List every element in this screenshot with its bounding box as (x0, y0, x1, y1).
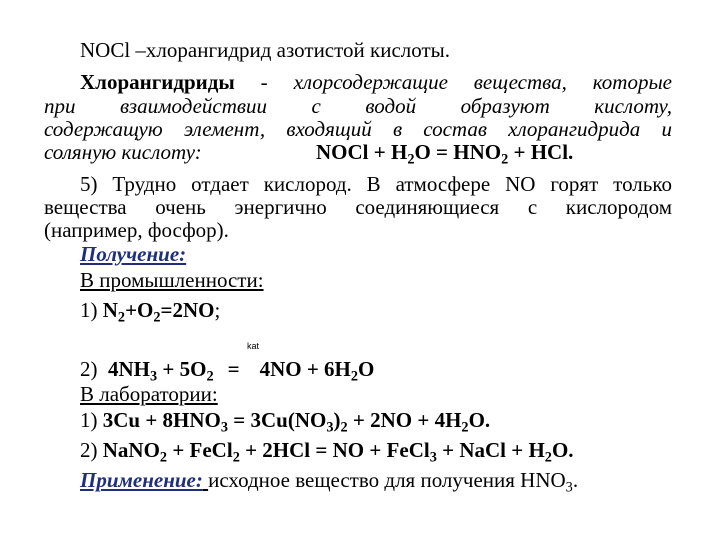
eq-sub: 2 (117, 309, 126, 326)
industry-reaction-1 (80, 298, 672, 326)
item-number: 1) (80, 298, 103, 322)
point5-line-2 (44, 195, 672, 219)
lab-line (80, 382, 672, 406)
eq-part: + 2HCl = NO + FeCl (239, 438, 430, 462)
eq-sub: 2 (501, 151, 509, 168)
definition-term: Хлорангидриды (80, 70, 235, 94)
definition-line-1 (80, 70, 672, 94)
eq-sub: 2 (544, 449, 552, 466)
eq-part: + FeCl (167, 438, 233, 462)
eq-part: ) (333, 408, 341, 432)
eq-part: O. (551, 438, 574, 462)
eq-part: NaNO (102, 438, 160, 462)
eq-part: + 5O (157, 357, 207, 381)
eq-sub: 2 (206, 368, 214, 385)
item-number: 2) (80, 357, 108, 381)
item-number: 2) (80, 438, 103, 462)
eq-sub: 2 (340, 419, 348, 436)
point5-line-1 (80, 172, 672, 196)
eq-sub: 3 (429, 449, 437, 466)
obtain-heading: Получение: (80, 242, 187, 266)
eq-part: 4NO + 6H (259, 357, 351, 381)
nocl-line (80, 38, 672, 62)
eq-part: + 2NO + 4H (347, 408, 462, 432)
eq-sub: 3 (565, 479, 573, 496)
application-end: . (572, 468, 579, 492)
industry-line (80, 268, 672, 292)
application-line (80, 468, 672, 496)
eq-sub: 3 (150, 368, 158, 385)
lab-reaction-1 (80, 408, 672, 436)
definition-line-2 (44, 94, 672, 118)
item-number: 1) (80, 408, 103, 432)
eq-part: +O (125, 298, 154, 322)
catalyst-label: kat (247, 341, 260, 351)
point5-text-2: вещества очень энергично соединяющиеся с кислородом (44, 195, 672, 219)
definition-text-4: соляную кислоту: (44, 140, 202, 164)
point5-text-1: 5) Трудно отдает кислород. В атмосфере NO горят только (80, 172, 672, 196)
eq-sub: 2 (407, 151, 415, 168)
nocl-text: NOCl –хлорангидрид азотистой кислоты. (80, 38, 451, 62)
lab-heading: В лаборатории: (80, 382, 218, 406)
eq-part: + HCl. (508, 140, 574, 164)
point5-line-3 (44, 218, 672, 242)
industry-reaction-2 (80, 357, 672, 385)
eq-part: 4NH (108, 357, 150, 381)
eq-sub: 3 (326, 419, 334, 436)
eq-sub: 2 (159, 449, 168, 466)
obtain-heading-line (80, 242, 672, 266)
eq-sign: = (227, 357, 240, 381)
eq-sub: 2 (350, 368, 359, 385)
eq-sub: 2 (461, 419, 469, 436)
eq-part: 3Cu + 8HNO (102, 408, 221, 432)
definition-dash: - (234, 70, 294, 94)
eq-part: NOCl + H (316, 140, 408, 164)
eq-part: = 3Cu(NO (228, 408, 327, 432)
point5-text-3: (например, фосфор). (44, 218, 229, 242)
eq-part: O (358, 357, 375, 381)
industry-heading: В промышленности: (80, 268, 264, 292)
eq-part: + NaCl + H (436, 438, 545, 462)
definition-text-3: содержащую элемент, входящий в состав хлорангидрида и (44, 117, 672, 141)
definition-text-2: при взаимодействии с водой образуют кислоту, (44, 94, 672, 118)
eq-part: N (102, 298, 118, 322)
eq-part: O. (468, 408, 491, 432)
eq-part: =2NO (160, 298, 215, 322)
definition-text-1: хлорсодержащие вещества, которые (293, 70, 672, 94)
definition-line-3 (44, 117, 672, 141)
application-text: исходное вещество для получения HNO (208, 468, 566, 492)
application-heading: Применение: (80, 468, 203, 492)
equation-hydrolysis (316, 140, 574, 168)
eq-part: O = HNO (414, 140, 502, 164)
eq-sub: 3 (220, 419, 229, 436)
eq-sub: 2 (153, 309, 161, 326)
lab-reaction-2 (80, 438, 672, 466)
eq-sub: 2 (232, 449, 240, 466)
eq-part: ; (214, 298, 221, 322)
